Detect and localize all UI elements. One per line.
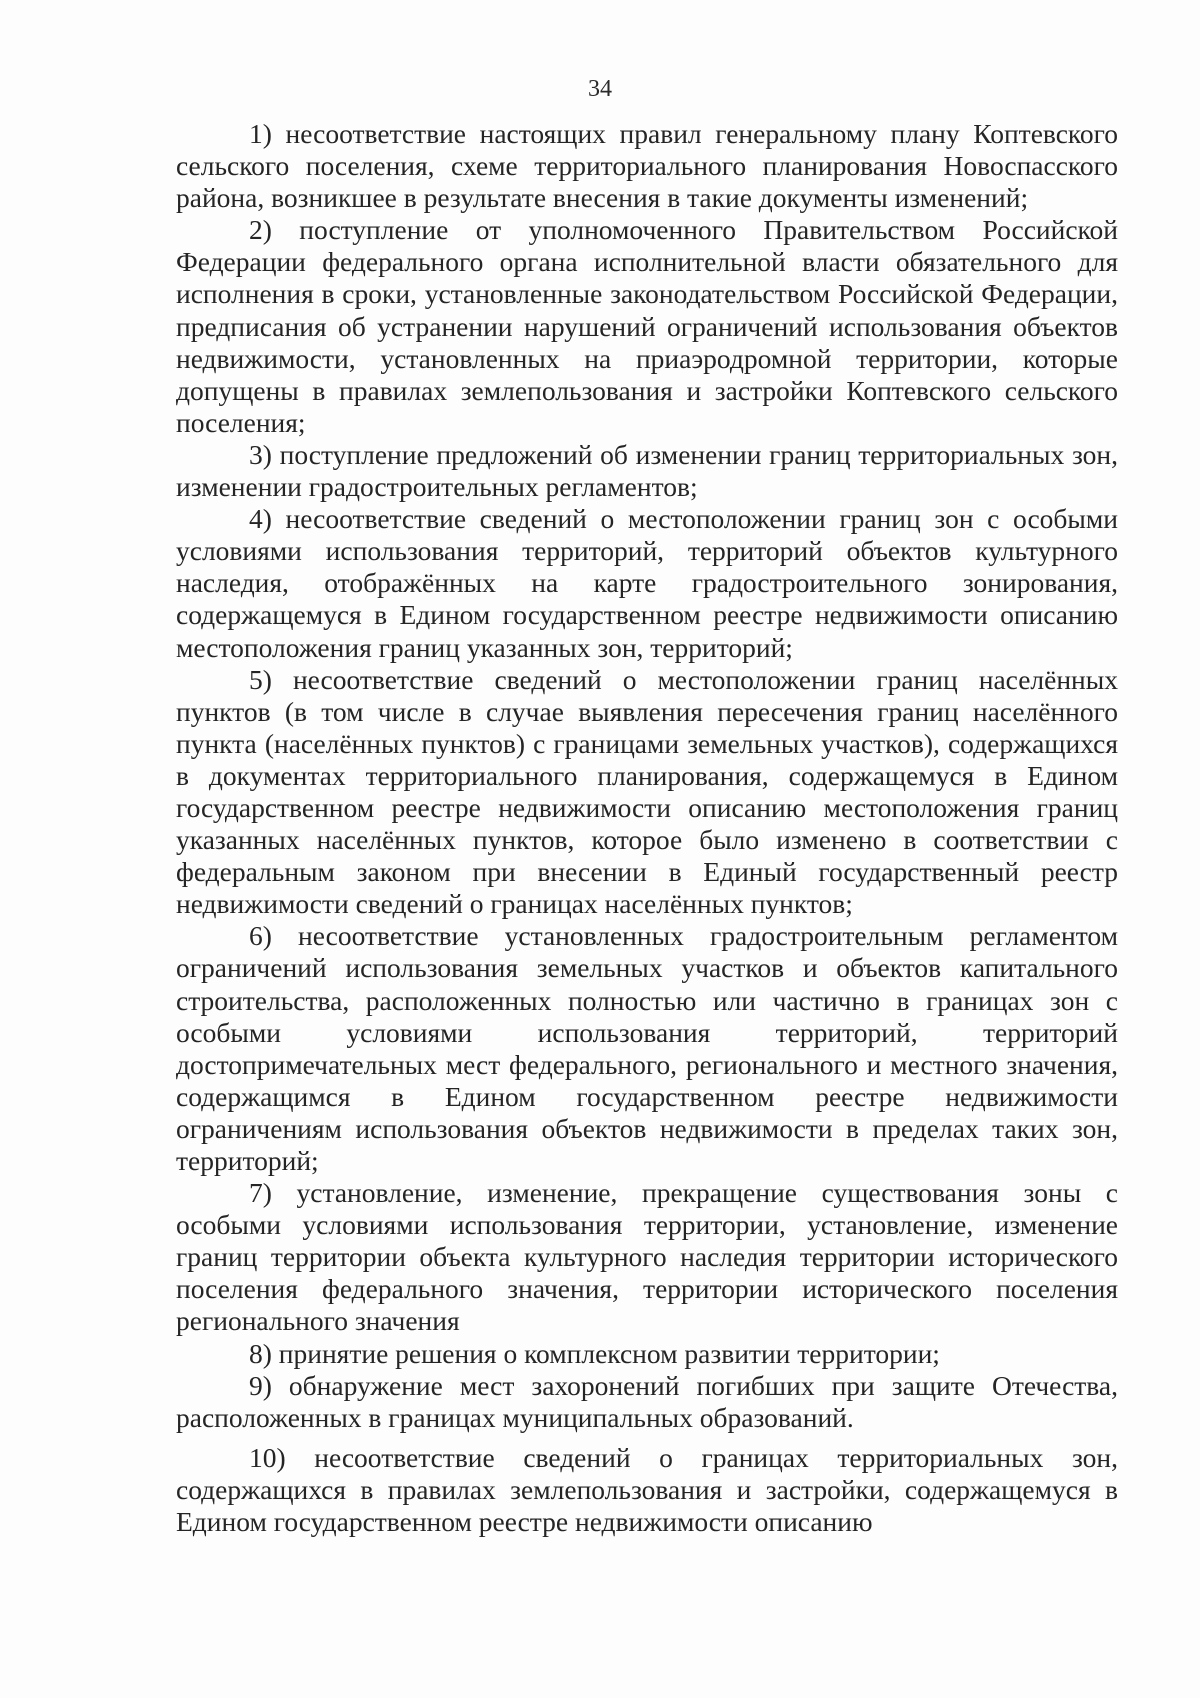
list-item-3: 3) поступление предложений об изменении границ территориальных зон, изменении градостроительных регламентов;: [176, 438, 1118, 503]
list-item-8: 8) принятие решения о комплексном развитии территории;: [249, 1337, 940, 1369]
list-item-4: 4) несоответствие сведений о местоположении границ зон с особыми условиями использования территорий, территорий объектов культурного наследия, отображённых на карте градостроительного зонирования, содержащемуся в Едином государственном реестре недвижимости описанию местоположения границ указанных зон, территорий;: [176, 503, 1118, 663]
list-item-5: 5) несоответствие сведений о местоположении границ населённых пунктов (в том числе в случае выявления пересечения границ населённого пункта (населённых пунктов) с границами земельных участков), содержащихся в документах территориального планирования, содержащемуся в Едином государственном реестре недвижимости описанию местоположения границ указанных населённых пунктов, которое было изменено в соответствии с федеральным законом при внесении в Единый государственный реестр недвижимости сведений о границах населённых пунктов;: [176, 663, 1118, 920]
page-number: 34: [588, 76, 612, 102]
page-body: [176, 118, 1118, 1538]
list-item-9: 9) обнаружение мест захоронений погибших при защите Отечества, расположенных в границах муниципальных образований.: [176, 1369, 1118, 1433]
list-item-7: 7) установление, изменение, прекращение существования зоны с особыми условиями использования территории, установление, изменение границ территории объекта культурного наследия территории исторического поселения федерального значения, территории исторического поселения регионального значения: [176, 1177, 1118, 1337]
list-item-1: 1) несоответствие настоящих правил генеральному плану Коптевского сельского поселения, схеме территориального планирования Новоспасского района, возникшее в результате внесения в такие документы изменений;: [176, 118, 1118, 214]
list-item-6: 6) несоответствие установленных градостроительным регламентом ограничений использования земельных участков и объектов капитального строительства, расположенных полностью или частично в границах зон с особыми условиями использования территорий, территорий достопримечательных мест федерального, регионального и местного значения, содержащимся в Едином государственном реестре недвижимости ограничениям использования объектов недвижимости в пределах таких зон, территорий;: [176, 920, 1118, 1176]
list-item-2: 2) поступление от уполномоченного Правительством Российской Федерации федерального органа исполнительной власти обязательного для исполнения в сроки, установленные законодательством Российской Федерации, предписания об устранении нарушений ограничений использования объектов недвижимости, установленных на приаэродромной территории, которые допущены в правилах землепользования и застройки Коптевского сельского поселения;: [176, 214, 1118, 438]
list-item-10: 10) несоответствие сведений о границах территориальных зон, содержащихся в правилах землепользования и застройки, содержащемуся в Едином государственном реестре недвижимости описанию: [176, 1441, 1118, 1538]
